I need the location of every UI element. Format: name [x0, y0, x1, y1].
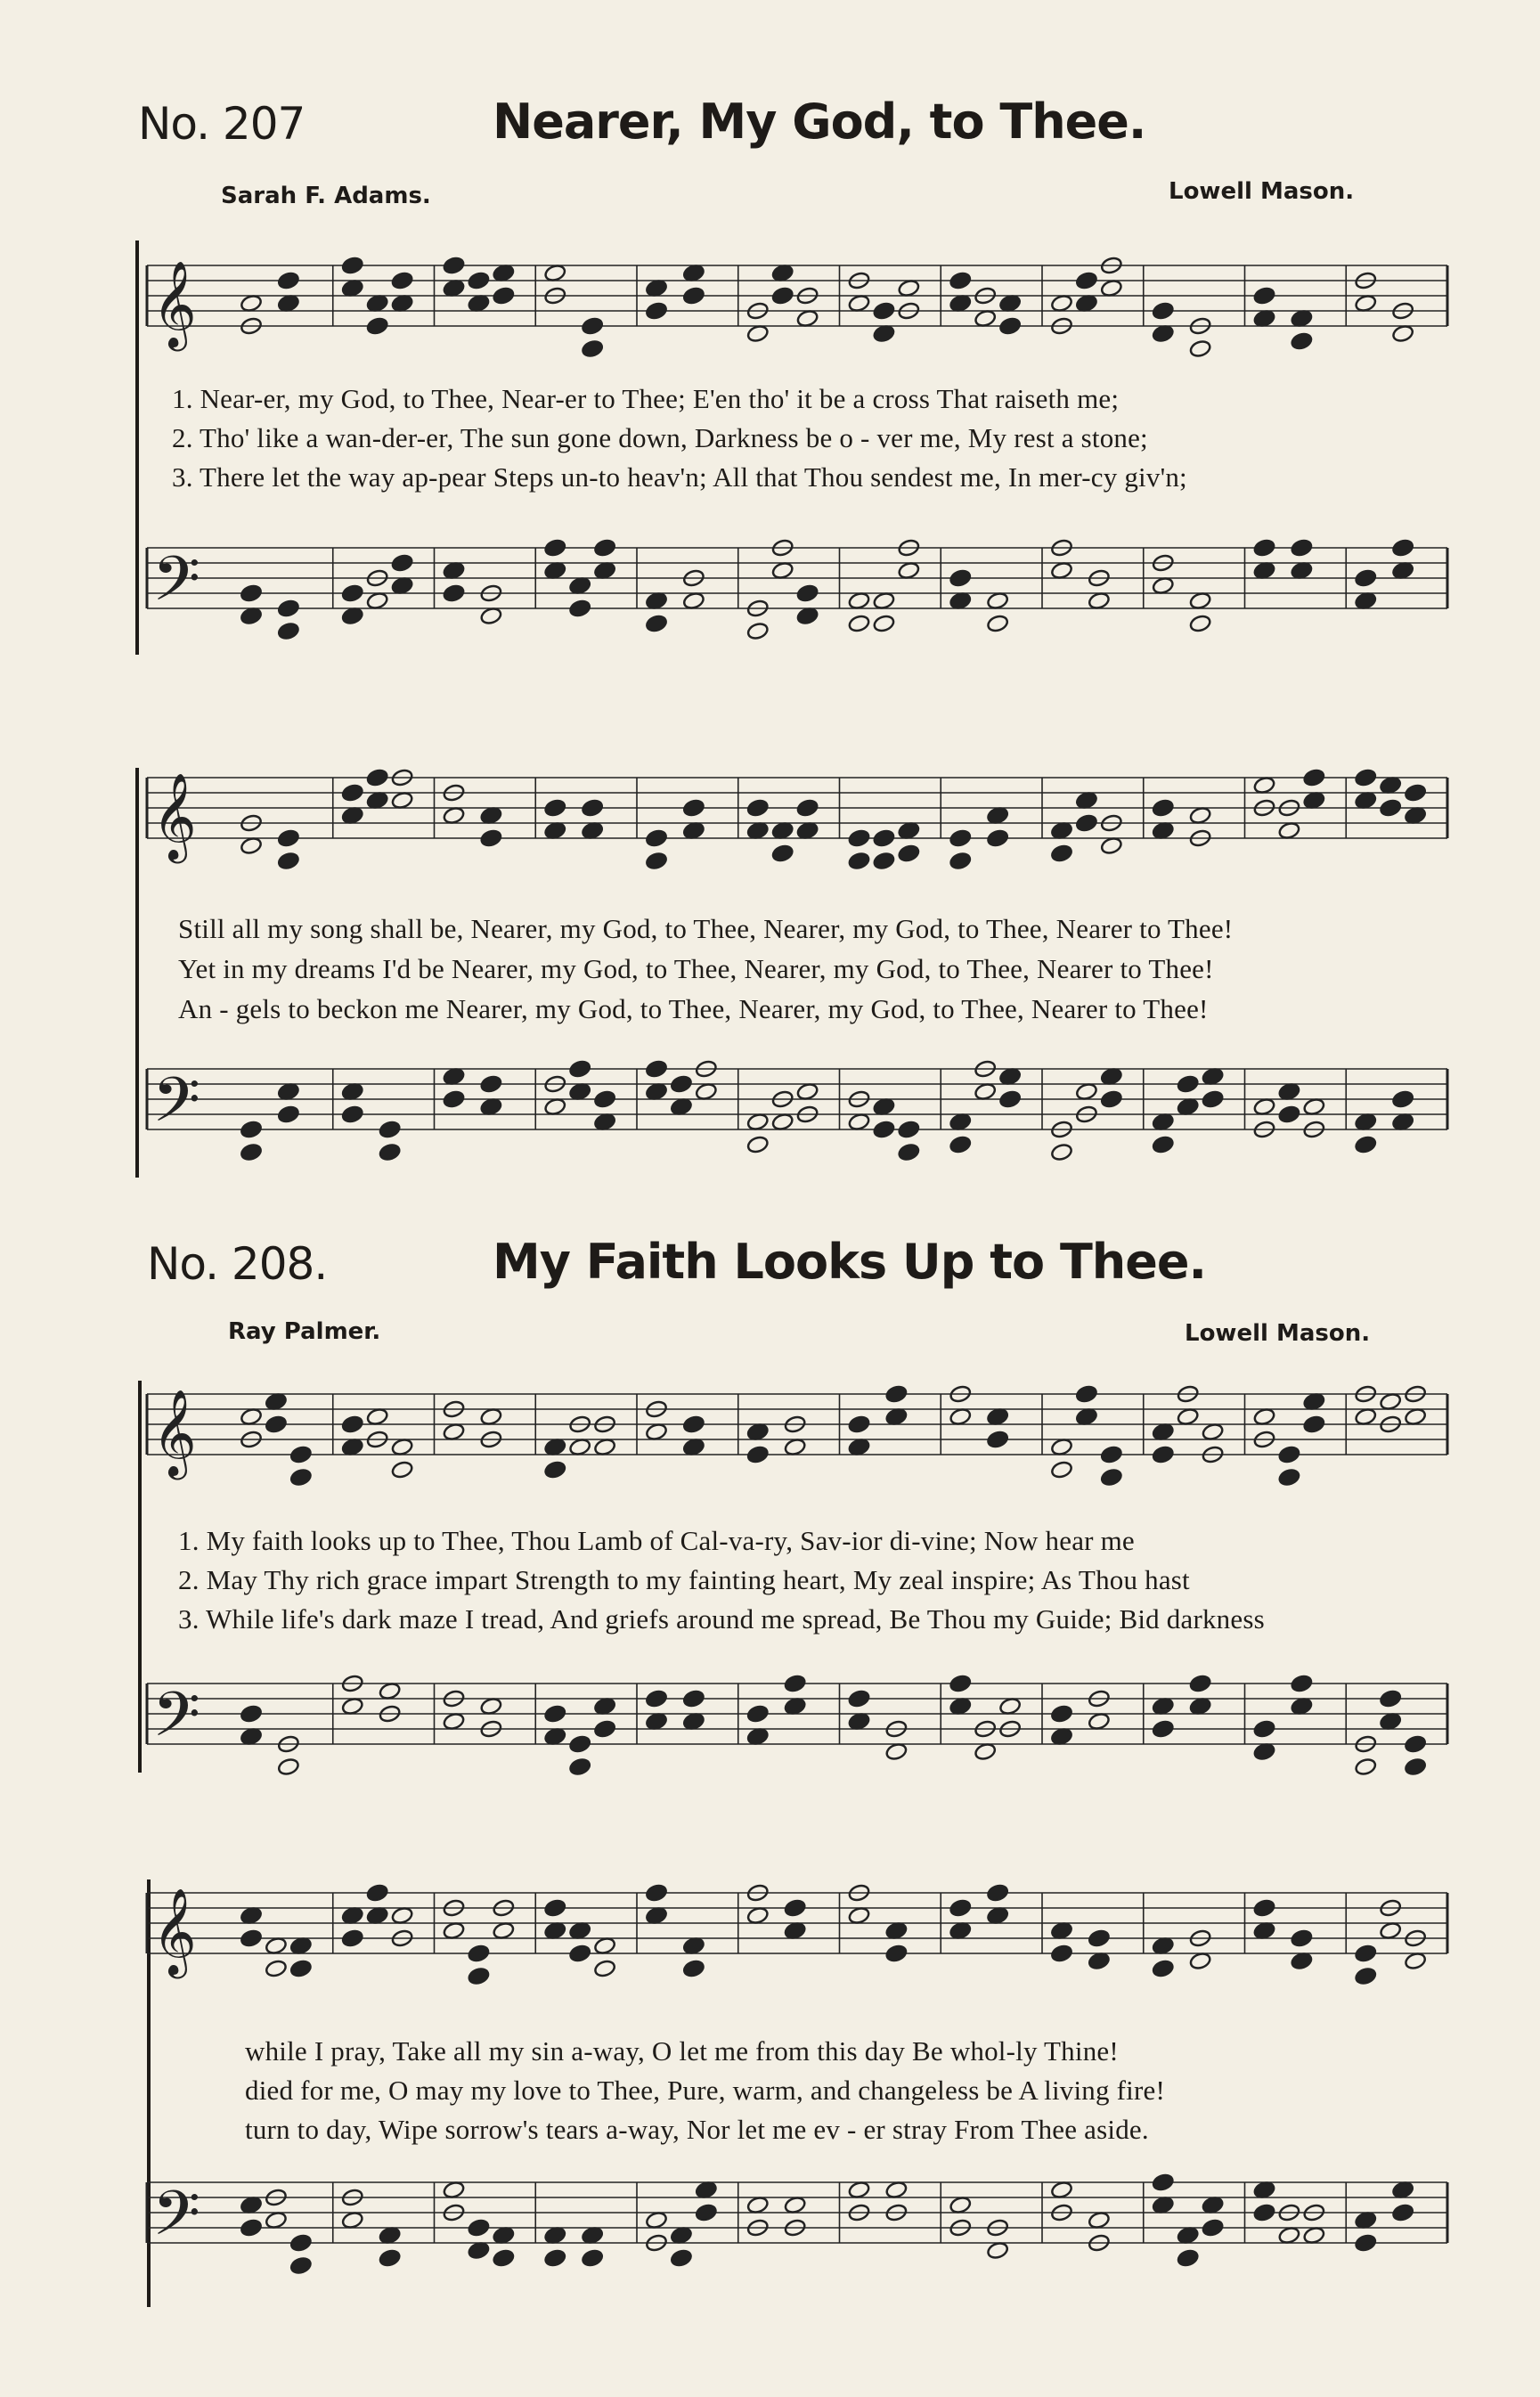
lyric-line: 2. May Thy rich grace impart Strength to my fainting heart, My zeal inspire; As Thou hast — [178, 1564, 1190, 1595]
svg-text:𝄞: 𝄞 — [152, 772, 197, 860]
hymn-title: My Faith Looks Up to Thee. — [493, 1234, 1206, 1290]
lyric-line: 3. There let the way ap-pear Steps un-to heav'n; All that Thou sendest me, In mer-cy giv'n; — [172, 461, 1187, 493]
music-staff-bass — [0, 2156, 1540, 2334]
lyricist-credit: Ray Palmer. — [228, 1318, 381, 1345]
music-staff-treble — [0, 1367, 1540, 1492]
composer-credit: Lowell Mason. — [1169, 178, 1355, 205]
music-staff-treble — [0, 239, 1540, 363]
hymn-title: Nearer, My God, to Thee. — [493, 94, 1146, 150]
lyric-line: Yet in my dreams I'd be Nearer, my God, to Thee, Nearer, my God, to Thee, Nearer to Thee! — [178, 953, 1214, 984]
svg-text:𝄢: 𝄢 — [152, 542, 201, 630]
lyric-line: turn to day, Wipe sorrow's tears a-way, Nor let me ev - er stray From Thee aside. — [245, 2114, 1149, 2145]
svg-text:𝄞: 𝄞 — [152, 1887, 197, 1975]
svg-text:𝄢: 𝄢 — [152, 2177, 201, 2264]
music-staff-bass — [0, 1042, 1540, 1203]
composer-credit: Lowell Mason. — [1185, 1320, 1371, 1347]
music-staff-bass — [0, 521, 1540, 681]
lyric-line: 1. Near-er, my God, to Thee, Near-er to Thee; E'en tho' it be a cross That raiseth me; — [172, 383, 1120, 414]
hymn-number: No. 207 — [138, 98, 306, 150]
lyric-line: 2. Tho' like a wan-der-er, The sun gone down, Darkness be o - ver me, My rest a stone; — [172, 422, 1148, 453]
lyric-line: died for me, O may my love to Thee, Pure, warm, and changeless be A living fire! — [245, 2075, 1165, 2106]
music-staff-treble — [0, 1866, 1540, 2018]
music-staff-treble — [0, 751, 1540, 876]
svg-text:𝄞: 𝄞 — [152, 260, 197, 347]
lyric-line: Still all my song shall be, Nearer, my God, to Thee, Nearer, my God, to Thee, Nearer to Thee! — [178, 913, 1234, 944]
hymn-number: No. 208. — [147, 1238, 328, 1290]
lyric-line: An - gels to beckon me Nearer, my God, to Thee, Nearer, my God, to Thee, Nearer to Thee! — [178, 993, 1209, 1024]
lyric-line: 3. While life's dark maze I tread, And griefs around me spread, Be Thou my Guide; Bid darkness — [178, 1603, 1265, 1635]
lyric-line: while I pray, Take all my sin a-way, O let me from this day Be whol-ly Thine! — [245, 2035, 1119, 2067]
svg-text:𝄞: 𝄞 — [152, 1389, 197, 1476]
svg-text:𝄢: 𝄢 — [152, 1064, 201, 1151]
lyricist-credit: Sarah F. Adams. — [221, 183, 431, 209]
lyric-line: 1. My faith looks up to Thee, Thou Lamb of Cal-va-ry, Sav-ior di-vine; Now hear me — [178, 1525, 1135, 1556]
svg-text:𝄢: 𝄢 — [152, 1678, 201, 1765]
music-staff-bass — [0, 1657, 1540, 1799]
